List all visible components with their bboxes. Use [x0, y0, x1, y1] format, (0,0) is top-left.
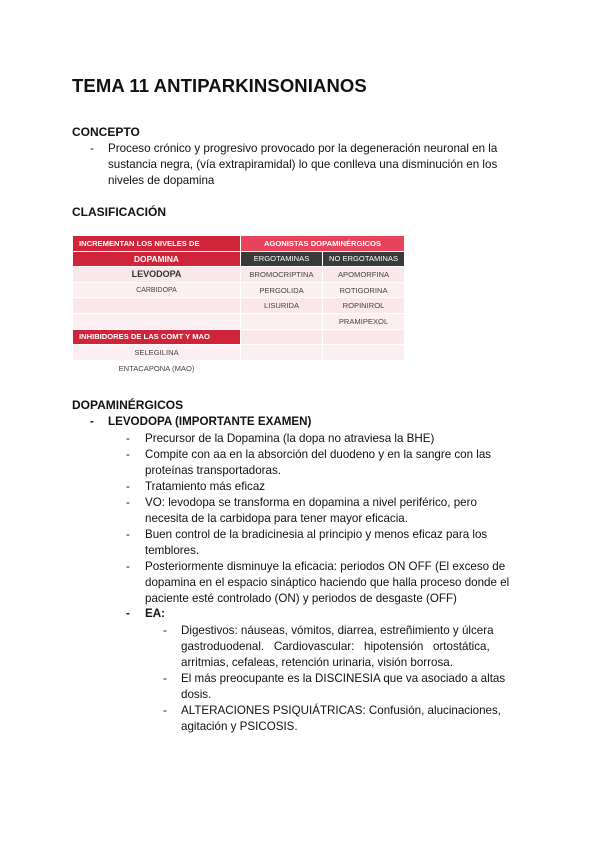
concepto-bullet: -	[90, 142, 94, 155]
item-bullet: -	[126, 480, 130, 493]
inhibidores-cell: INHIBIDORES DE LAS COMT Y MAO	[73, 329, 241, 345]
agonistas-header: AGONISTAS DOPAMINÉRGICOS	[241, 236, 405, 252]
ea-item: arritmias, cefaleas, retención urinaria, visión borrosa.	[181, 656, 453, 669]
concepto-line: sustancia negra, (vía extrapiramidal) lo que conlleva una disminución en los	[108, 158, 498, 171]
item-bullet: -	[126, 432, 130, 445]
levodopa-item: Buen control de la bradicinesia al principio y menos eficaz para los	[145, 528, 488, 541]
ea-label: EA:	[145, 607, 165, 620]
levodopa-bullet: -	[90, 415, 94, 428]
dopamina-cell: DOPAMINA	[73, 251, 241, 267]
page-title: TEMA 11 ANTIPARKINSONIANOS	[72, 75, 367, 96]
levodopa-cell: LEVODOPA	[73, 267, 241, 283]
selegilina-cell: SELEGILINA	[73, 345, 241, 361]
no-ergot-cell: APOMORFINA	[323, 267, 405, 283]
levodopa-item: proteínas transportadoras.	[145, 464, 281, 477]
entacapona-cell: ENTACAPONA (MAO)	[73, 360, 241, 376]
item-bullet: -	[126, 496, 130, 509]
empty-cell	[241, 345, 323, 361]
empty-cell	[241, 360, 323, 376]
ea-item: ALTERACIONES PSIQUIÁTRICAS: Confusión, alucinaciones,	[181, 704, 502, 717]
item-bullet: -	[126, 560, 130, 573]
no-ergot-cell: ROTIGORINA	[323, 282, 405, 298]
empty-cell	[323, 345, 405, 361]
no-ergotaminas-header: NO ERGOTAMINAS	[323, 251, 405, 267]
concepto-heading: CONCEPTO	[72, 125, 140, 139]
concepto-line: niveles de dopamina	[108, 174, 215, 187]
empty-cell	[241, 313, 323, 329]
levodopa-item: dopamina en el espacio sináptico haciendo que halla proceso donde el	[145, 576, 510, 589]
empty-cell	[241, 329, 323, 345]
levodopa-title: LEVODOPA (IMPORTANTE EXAMEN)	[108, 415, 312, 428]
ea-item: Digestivos: náuseas, vómitos, diarrea, estreñimiento y úlcera	[181, 624, 494, 637]
ea-item: El más preocupante es la DISCINESIA que va asociado a altas	[181, 672, 506, 685]
ea-bullet: -	[126, 607, 130, 620]
ergot-cell: LISURIDA	[241, 298, 323, 314]
clasificacion-table	[72, 235, 405, 376]
ea-item: gastroduodenal. Cardiovascular: hipotensión ortostática,	[181, 640, 490, 653]
levodopa-item: paciente esté controlado (ON) y periodos de desgaste (OFF)	[145, 592, 457, 605]
empty-cell	[323, 360, 405, 376]
ergotaminas-header: ERGOTAMINAS	[241, 251, 323, 267]
no-ergot-cell: ROPINIROL	[323, 298, 405, 314]
concepto-line: Proceso crónico y progresivo provocado por la degeneración neuronal en la	[108, 142, 498, 155]
dopaminergicos-heading: DOPAMINÉRGICOS	[72, 398, 184, 412]
levodopa-item: necesita de la carbidopa para tener mayor eficacia.	[145, 512, 408, 525]
ergot-cell: BROMOCRIPTINA	[241, 267, 323, 283]
clasificacion-heading: CLASIFICACIÓN	[72, 205, 166, 219]
levodopa-item: Posteriormente disminuye la eficacia: periodos ON OFF (El exceso de	[145, 560, 506, 573]
ea-item-bullet: -	[163, 704, 167, 717]
ea-item: agitación y PSICOSIS.	[181, 720, 298, 733]
ea-item-bullet: -	[163, 672, 167, 685]
item-bullet: -	[126, 448, 130, 461]
levodopa-item: Compite con aa en la absorción del duodeno y en la sangre con las	[145, 448, 492, 461]
ergot-cell: PERGOLIDA	[241, 282, 323, 298]
empty-cell	[73, 298, 241, 314]
empty-cell	[73, 313, 241, 329]
ea-item: dosis.	[181, 688, 212, 701]
levodopa-item: Precursor de la Dopamina (la dopa no atraviesa la BHE)	[145, 432, 435, 445]
levodopa-item: temblores.	[145, 544, 200, 557]
item-bullet: -	[126, 528, 130, 541]
levodopa-item: VO: levodopa se transforma en dopamina a nivel periférico, pero	[145, 496, 477, 509]
no-ergot-cell: PRAMIPEXOL	[323, 313, 405, 329]
carbidopa-cell: CARBIDOPA	[73, 282, 241, 298]
incrementan-header: INCREMENTAN LOS NIVELES DE	[73, 236, 241, 252]
levodopa-item: Tratamiento más eficaz	[145, 480, 266, 493]
ea-item-bullet: -	[163, 624, 167, 637]
empty-cell	[323, 329, 405, 345]
